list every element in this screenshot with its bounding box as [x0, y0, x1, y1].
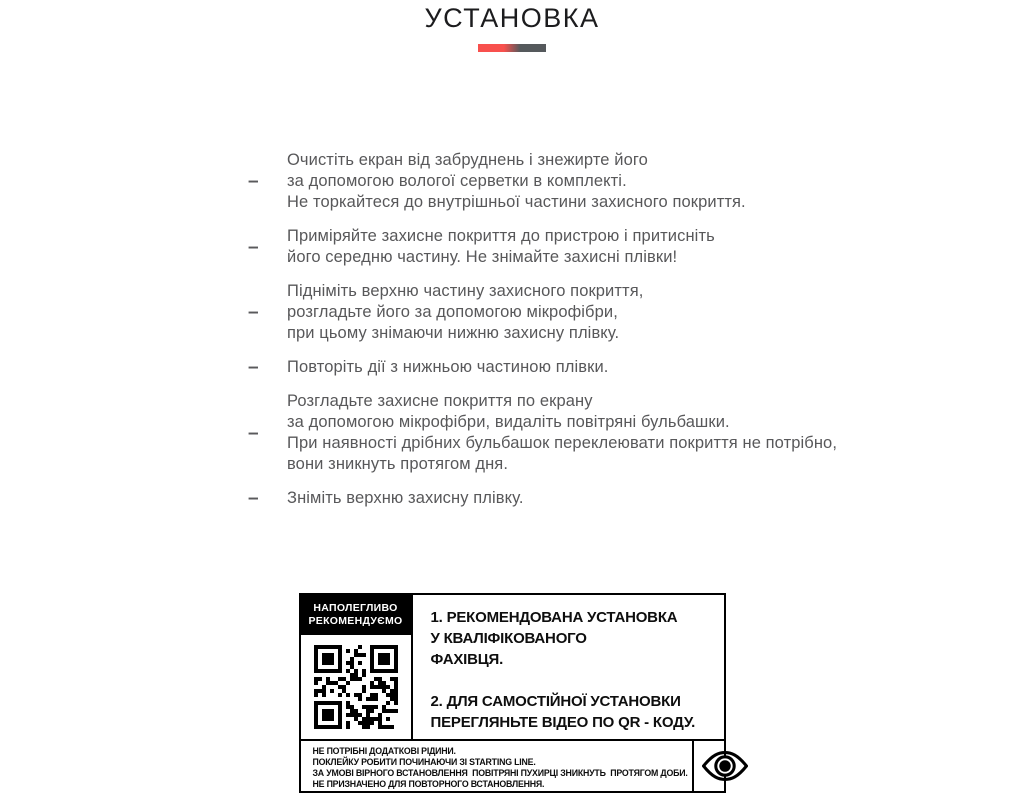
- instruction-item: [248, 281, 1024, 344]
- instruction-text: Зніміть верхню захисну плівку.: [287, 489, 524, 507]
- recommendation-points: [413, 595, 724, 739]
- recommendation-box-bottom-row: [301, 739, 724, 791]
- recommendation-box-top-row: [301, 595, 724, 739]
- fine-print: НЕ ПОТРІБНІ ДОДАТКОВІ РІДИНИ. ПОКЛЕЙКУ РОБИТИ ПОЧИНАЮЧИ ЗІ STARTING LINE. ЗА УМОВІ ВІРНОГО ВСТАНОВЛЕННЯ ПОВІТРЯНІ ПУХИРЦІ ЗНИКНУТЬ ПРОТЯГОМ ДОБИ. НЕ ПРИЗНАЧЕНО ДЛЯ ПОВТОРНОГО ВСТАНОВЛЕННЯ.: [312, 746, 688, 789]
- page-title: УСТАНОВКА: [424, 3, 600, 33]
- bullet-dash-icon: –: [248, 422, 259, 444]
- eye-icon: [702, 750, 748, 782]
- instructions-list: [248, 150, 1024, 509]
- qr-column: [301, 595, 413, 739]
- bullet-dash-icon: –: [248, 236, 259, 258]
- instruction-item: [248, 488, 1024, 509]
- instruction-item: [248, 226, 1024, 268]
- recommendation-point-1: 1. РЕКОМЕНДОВАНА УСТАНОВКА У КВАЛІФІКОВАНОГО ФАХІВЦЯ.: [430, 609, 678, 668]
- recommendation-box: [299, 593, 726, 793]
- instruction-item: [248, 357, 1024, 378]
- recommendation-point-2: 2. ДЛЯ САМОСТІЙНОЇ УСТАНОВКИ ПЕРЕГЛЯНЬТЕ ВІДЕО ПО QR - КОДУ.: [430, 693, 696, 731]
- instruction-text: Підніміть верхню частину захисного покриття, розгладьте його за допомогою мікрофібри, при цьому знімаючи нижню захисну плівку.: [287, 282, 644, 342]
- bullet-dash-icon: –: [248, 302, 259, 323]
- qr-code-icon: [314, 645, 398, 729]
- bullet-dash-icon: –: [248, 488, 259, 509]
- instruction-text: Очистіть екран від забруднень і знежирте його за допомогою вологої серветки в комплекті. Не торкайтеся до внутрішньої частини захисного покриття.: [287, 151, 746, 211]
- strongly-recommended-badge: НАПОЛЕГЛИВО РЕКОМЕНДУЄМО: [301, 595, 411, 635]
- qr-code-wrap: [301, 635, 411, 739]
- instruction-text: Повторіть дії з нижньою частиною плівки.: [287, 358, 609, 376]
- bullet-dash-icon: –: [248, 357, 259, 378]
- title-accent-bar: [478, 44, 546, 52]
- instruction-text: Розгладьте захисне покриття по екрану за допомогою мікрофібри, видаліть повітряні бульбашки. При наявності дрібних бульбашок переклеювати покриття не потрібно, вони зникнуть протягом дня.: [287, 392, 838, 473]
- installation-instructions-page: [0, 2, 1024, 802]
- instruction-item: [248, 391, 1024, 475]
- bullet-dash-icon: –: [248, 171, 259, 192]
- instruction-item: [248, 150, 1024, 213]
- instruction-text: Приміряйте захисне покриття до пристрою і притисніть його середню частину. Не знімайте захисні плівки!: [287, 227, 715, 266]
- eye-icon-cell: [692, 741, 756, 791]
